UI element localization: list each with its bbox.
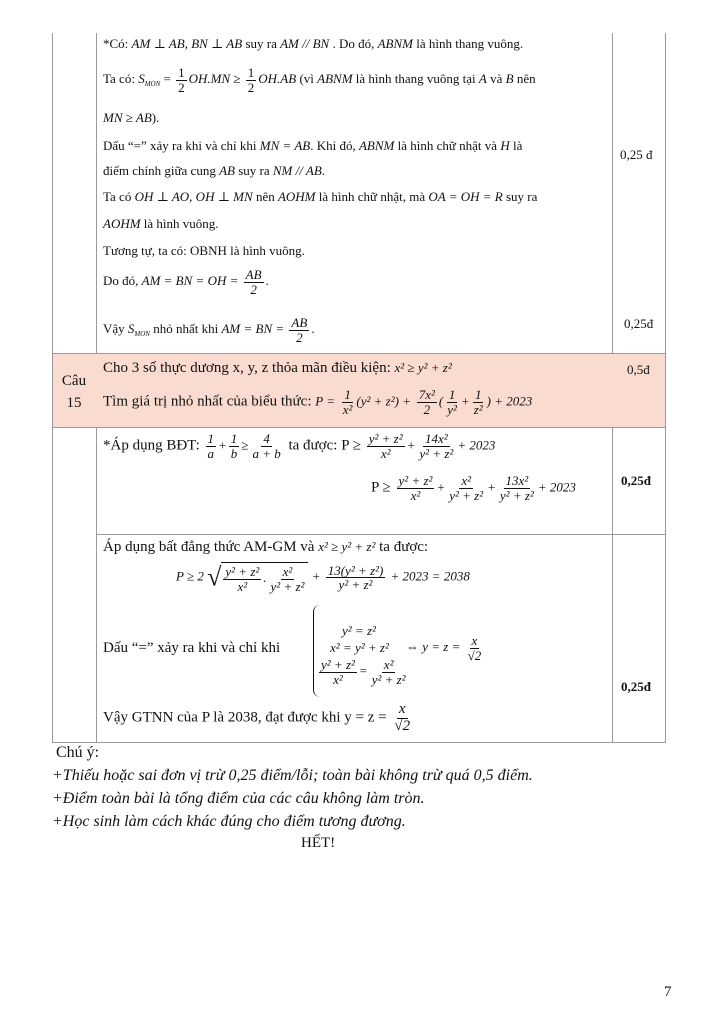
answer1-line1: *Áp dụng BĐT: $\frac{1}{a}$ + $\frac{1}{b}$ ≥ $\frac{4}{a + b}$ ta được: P ≥ $\frac{\text{y² + z²}}{\text{x²}}$ + $\frac{\text{14x²}}{\text{y² + z²}}$ + 2023 xyxy=(103,431,496,461)
answer1-score: 0,25đ xyxy=(621,473,651,488)
section1-line6: Ta có OH ⊥ AO, OH ⊥ MN nên AOHM là hình chữ nhật, mà OA = OH = R suy ra xyxy=(103,189,538,204)
section1-line9: Do đó, AM = BN = OH = $\frac{AB}{2}$ . xyxy=(103,267,269,297)
answer2-equality-text: Dấu “=” xảy ra khi và chỉ khi xyxy=(103,640,281,656)
section1-line4: Dấu “=” xảy ra khi và chỉ khi MN = AB. Khi đó, ABNM là hình chữ nhật và H là xyxy=(103,138,523,153)
note-1: +Thiếu hoặc sai đơn vị trừ 0,25 điểm/lỗi; toàn bài không trừ quá 0,5 điểm. xyxy=(52,767,533,784)
section1-line10: Vậy $S_{MON}$ nhỏ nhất khi AM = BN = $\frac{AB}{2}$ . xyxy=(103,315,315,345)
row-question-bottom xyxy=(52,427,666,428)
system-eq3: $\frac{\text{y² + z²}}{\text{x²}}$ = $\frac{\text{x²}}{\text{y² + z²}}$ xyxy=(321,657,406,687)
answer2-amgm: P ≥ 2 √ $\frac{\text{y² + z²}}{\text{x²}}$ . $\frac{\text{x²}}{\text{y² + z²}}$ + $\frac{\text{13(y² + z²)}}{\text{y² + z²}}$ + 2023 = 2038 xyxy=(176,562,470,594)
page-number: 7 xyxy=(664,984,672,1000)
answer1-line2: P ≥ $\frac{\text{y² + z²}}{\text{x²}}$ + $\frac{\text{x²}}{\text{y² + z²}}$ + $\frac{\text{13x²}}{\text{y² + z²}}$ + 2023 xyxy=(371,473,576,503)
end-marker: HẾT! xyxy=(301,835,336,851)
table-bottom-border xyxy=(52,742,666,743)
note-2: +Điểm toàn bài là tổng điểm của các câu không làm tròn. xyxy=(52,790,425,807)
question-label: Câu 15 xyxy=(61,373,87,411)
notes-title: Chú ý: xyxy=(56,744,100,761)
section1-line7: AOHM là hình vuông. xyxy=(103,216,219,231)
row-inner-divider xyxy=(96,534,666,535)
section1-line3: MN ≥ AB). xyxy=(103,110,160,125)
question-line2: Tìm giá trị nhỏ nhất của biểu thức: P = $\frac{1}{\text{x²}}$ (y² + z²) + $\frac{\text{7x²}}{2}$ ( $\frac{1}{\text{y²}}$ + $\frac{1}{\text{z²}}$ ) + 2023 xyxy=(103,387,533,417)
answer2-line1: Áp dụng bất đẳng thức AM-GM và x² ≥ y² + z² ta được: xyxy=(103,539,429,555)
answer2-final: Vậy GTNN của P là 2038, đạt được khi y = z = $\frac{x}{√2}$ xyxy=(103,701,411,734)
section1-score-1: 0,25 đ xyxy=(620,147,653,162)
section1-line5: điểm chính giữa cung AB suy ra NM // AB. xyxy=(103,163,326,178)
note-3: +Học sinh làm cách khác đúng cho điểm tương đương. xyxy=(52,813,406,830)
section1-score-2: 0,25đ xyxy=(624,316,654,331)
section1-line2: Ta có: $S_{MON}$ = $\frac{1}{2}$ OH.MN ≥ $\frac{1}{2}$ OH.AB (vì ABNM là hình thang vuông tại A và B nên xyxy=(103,65,536,95)
system-eq2: x² = y² + z² xyxy=(330,640,389,655)
section1-line1: *Có: AM ⊥ AB, BN ⊥ AB suy ra AM // BN . Do đó, ABNM là hình thang vuông. xyxy=(103,36,524,51)
section1-line8: Tương tự, ta có: OBNH là hình vuông. xyxy=(103,243,305,258)
question-line1: Cho 3 số thực dương x, y, z thỏa mãn điều kiện: x² ≥ y² + z² xyxy=(103,360,452,376)
question-score: 0,5đ xyxy=(627,362,650,377)
answer2-score: 0,25đ xyxy=(621,679,651,694)
table-right-border xyxy=(665,33,666,743)
system-iff: ⇔ y = z = $\frac{x}{√2}$ xyxy=(406,633,482,663)
system-eq1: y² = z² xyxy=(342,623,376,638)
